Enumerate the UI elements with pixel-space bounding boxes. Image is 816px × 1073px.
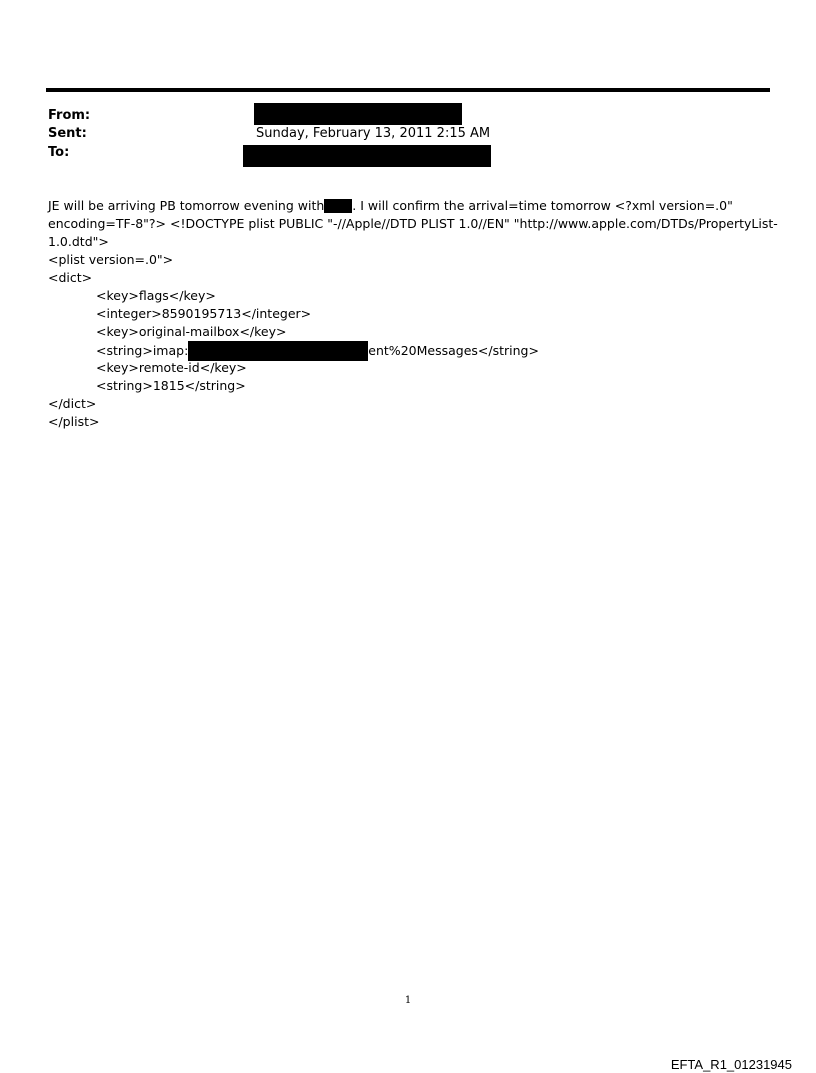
body-text-segment: . I will confirm the arrival=time tomorrow <?xml version=.0": [352, 198, 733, 213]
to-redaction: [243, 145, 491, 167]
bates-number: EFTA_R1_01231945: [670, 1057, 792, 1072]
email-body: [48, 197, 778, 431]
sent-label: Sent:: [48, 126, 87, 141]
body-line: 1.0.dtd">: [48, 234, 109, 249]
inline-redaction: [188, 341, 368, 361]
body-line: <string>1815</string>: [96, 378, 246, 393]
to-label: To:: [48, 145, 70, 160]
body-line: <key>flags</key>: [96, 288, 216, 303]
body-line: [48, 341, 772, 359]
body-text-segment: ent%20Messages</string>: [368, 343, 539, 358]
body-text-segment: JE will be arriving PB tomorrow evening with: [48, 198, 325, 213]
inline-redaction: [324, 199, 352, 213]
header-rule: [46, 88, 770, 92]
body-line: </dict>: [48, 396, 97, 411]
body-line: <dict>: [48, 270, 93, 285]
body-line: encoding=TF-8"?> <!DOCTYPE plist PUBLIC "-//Apple//DTD PLIST 1.0//EN" "http://www.apple.com/DTDs/PropertyList-: [48, 216, 778, 231]
body-line: [48, 197, 772, 215]
from-label: From:: [48, 108, 91, 123]
body-line: <integer>8590195713</integer>: [96, 306, 312, 321]
from-redaction: [254, 103, 462, 125]
body-line: </plist>: [48, 414, 100, 429]
page-number: 1: [404, 995, 412, 1006]
body-text-segment: <string>imap:: [96, 343, 189, 358]
body-line: <plist version=.0">: [48, 252, 174, 267]
body-line: <key>original-mailbox</key>: [96, 324, 287, 339]
sent-value: Sunday, February 13, 2011 2:15 AM: [256, 126, 491, 141]
body-line: <key>remote-id</key>: [96, 360, 247, 375]
